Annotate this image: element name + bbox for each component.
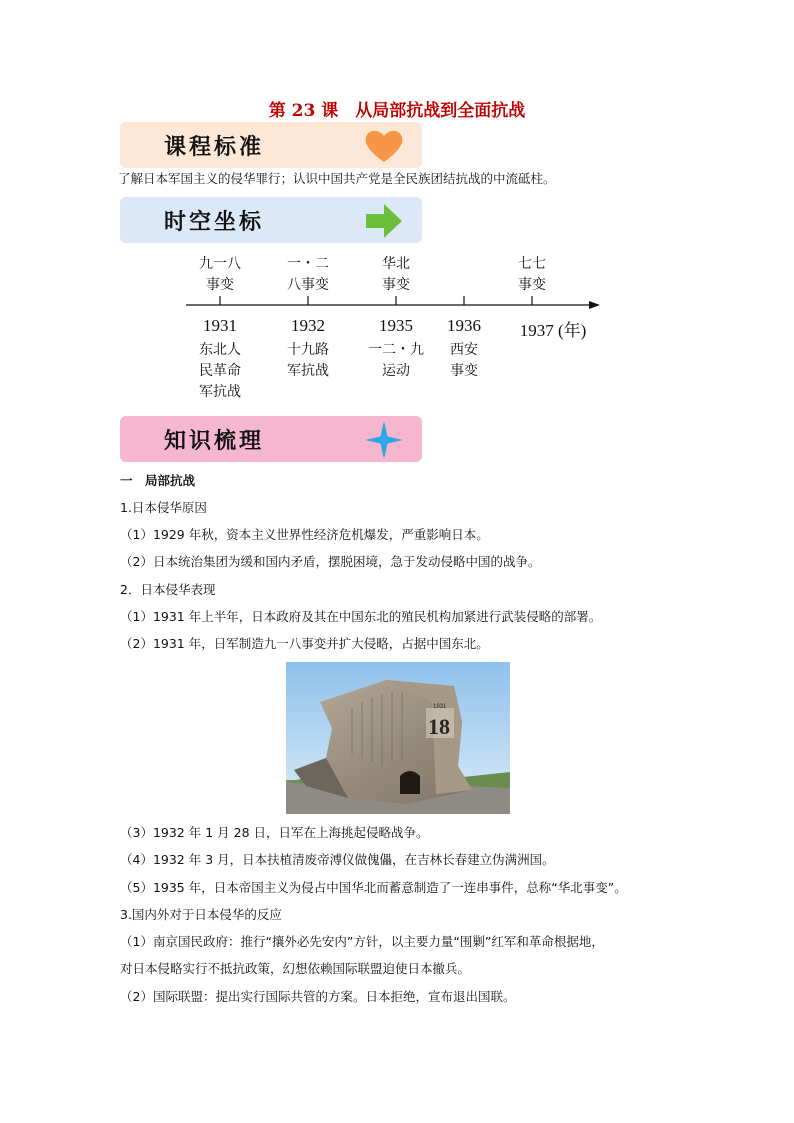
timeline-event-top: 九一八 事变 (199, 256, 241, 293)
museum-photo (286, 662, 510, 814)
paragraph: （2）日本统治集团为缓和国内矛盾，摆脱困境，急于发动侵略中国的战争。 (120, 554, 541, 569)
timeline-year: 1935 (379, 316, 413, 335)
banner-label: 时空坐标 (164, 210, 265, 235)
monument-number: 18 (428, 714, 450, 739)
arrow-right-icon (364, 201, 404, 241)
timeline-event-bottom: 一二・九 运动 (368, 342, 424, 379)
paragraph: 对日本侵略实行不抵抗政策，幻想依赖国际联盟迫使日本撤兵。 (120, 961, 471, 976)
paragraph: （5）1935 年，日本帝国主义为侵占中国华北而蓄意制造了一连串事件，总称“华北事变”。 (120, 880, 627, 895)
banner-label: 课程标准 (164, 135, 265, 160)
banner-time-space (120, 197, 422, 243)
timeline-year: 1936 (447, 316, 481, 335)
monument-year: 1931 (433, 704, 447, 710)
paragraph: （3）1932 年 1 月 28 日，日军在上海挑起侵略战争。 (120, 825, 429, 840)
page-title: 第 23 课 从局部抗战到全面抗战 (268, 101, 526, 121)
timeline-event-top: 华北 事变 (382, 256, 410, 293)
section-heading: 一 局部抗战 (120, 473, 196, 488)
banner-label: 知识梳理 (164, 429, 265, 454)
paragraph: （1）1929 年秋，资本主义世界性经济危机爆发，严重影响日本。 (120, 527, 489, 542)
standard-text: 了解日本军国主义的侵华罪行；认识中国共产党是全民族团结抗战的中流砥柱。 (118, 171, 556, 186)
timeline-event-top: 七七 事变 (518, 256, 546, 293)
heart-icon (364, 126, 404, 166)
timeline-event-bottom: 十九路 军抗战 (287, 342, 329, 379)
timeline-event-bottom: 东北人 民革命 军抗战 (199, 342, 241, 400)
paragraph-heading: 2．日本侵华表现 (120, 582, 216, 597)
timeline-year: 1937 (年) (519, 321, 587, 340)
timeline-event-bottom: 西安 事变 (450, 342, 478, 379)
paragraph: （1）南京国民政府：推行“攘外必先安内”方针，以主要力量“围剿”红军和革命根据地， (120, 934, 604, 949)
paragraph: （2）1931 年，日军制造九一八事变并扩大侵略，占据中国东北。 (120, 636, 489, 651)
timeline-year: 1931 (203, 316, 237, 335)
paragraph: （2）国际联盟：提出实行国际共管的方案。日本拒绝，宣布退出国联。 (120, 989, 516, 1004)
paragraph-heading: 1.日本侵华原因 (120, 500, 207, 515)
paragraph: （4）1932 年 3 月，日本扶植清废帝溥仪做傀儡，在吉林长春建立伪满洲国。 (120, 852, 555, 867)
banner-course-standard (120, 122, 422, 168)
paragraph: （1）1931 年上半年，日本政府及其在中国东北的殖民机构加紧进行武装侵略的部署。 (120, 609, 602, 624)
star-icon (364, 420, 404, 460)
timeline-year: 1932 (291, 316, 325, 335)
timeline-event-top: 一・二 八事变 (287, 256, 329, 293)
paragraph-heading: 3.国内外对于日本侵华的反应 (120, 907, 282, 922)
banner-knowledge (120, 416, 422, 462)
